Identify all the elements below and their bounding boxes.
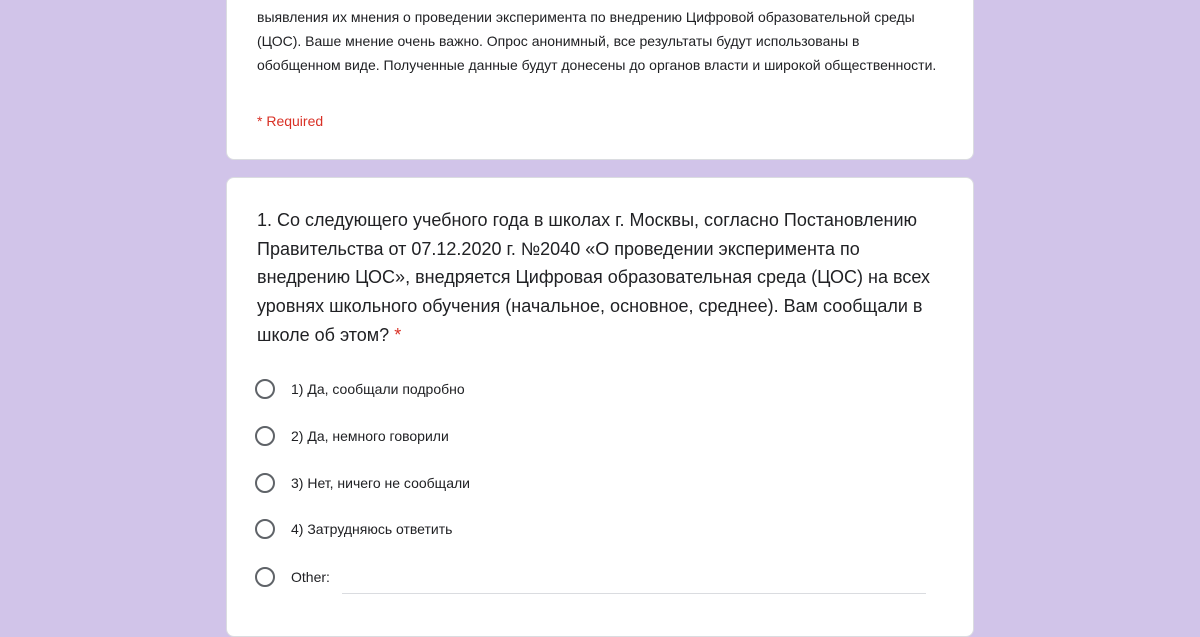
radio-button[interactable] bbox=[255, 426, 275, 446]
radio-option-label: 1) Да, сообщали подробно bbox=[291, 381, 465, 397]
radio-option-label: 2) Да, немного говорили bbox=[291, 428, 449, 444]
question-text: 1. Со следующего учебного года в школах г. Москвы, согласно Постановлению Правительства от 07.12.2020 г. №2040 «О проведении эксперимента по внедрению ЦОС», внедряется Цифровая образовательная среда (ЦОС) на всех уровнях школьного обучения (начальное, основное, среднее). Вам сообщали в школе об этом? bbox=[257, 210, 930, 345]
other-text-input[interactable] bbox=[342, 569, 926, 594]
radio-button[interactable] bbox=[255, 473, 275, 493]
required-note: * Required bbox=[257, 113, 324, 129]
radio-option-4[interactable] bbox=[255, 514, 935, 544]
form-header-card bbox=[226, 0, 974, 160]
radio-button[interactable] bbox=[255, 567, 275, 587]
radio-option-other[interactable] bbox=[255, 562, 935, 592]
question-card bbox=[226, 177, 974, 637]
radio-option-label: 3) Нет, ничего не сообщали bbox=[291, 475, 470, 491]
radio-option-label: Other: bbox=[291, 569, 330, 585]
radio-button[interactable] bbox=[255, 519, 275, 539]
radio-option-1[interactable] bbox=[255, 374, 935, 404]
radio-option-label: 4) Затрудняюсь ответить bbox=[291, 521, 453, 537]
form-description: выявления их мнения о проведении эксперимента по внедрению Цифровой образовательной среды (ЦОС). Ваше мнение очень важно. Опрос анонимный, все результаты будут использованы в обобщенном виде. Полученные данные будут донесены до органов власти и широкой общественности. bbox=[257, 9, 937, 73]
radio-option-2[interactable] bbox=[255, 421, 935, 451]
required-asterisk: * bbox=[394, 324, 402, 345]
radio-button[interactable] bbox=[255, 379, 275, 399]
question-title bbox=[257, 206, 947, 350]
radio-option-3[interactable] bbox=[255, 468, 935, 498]
